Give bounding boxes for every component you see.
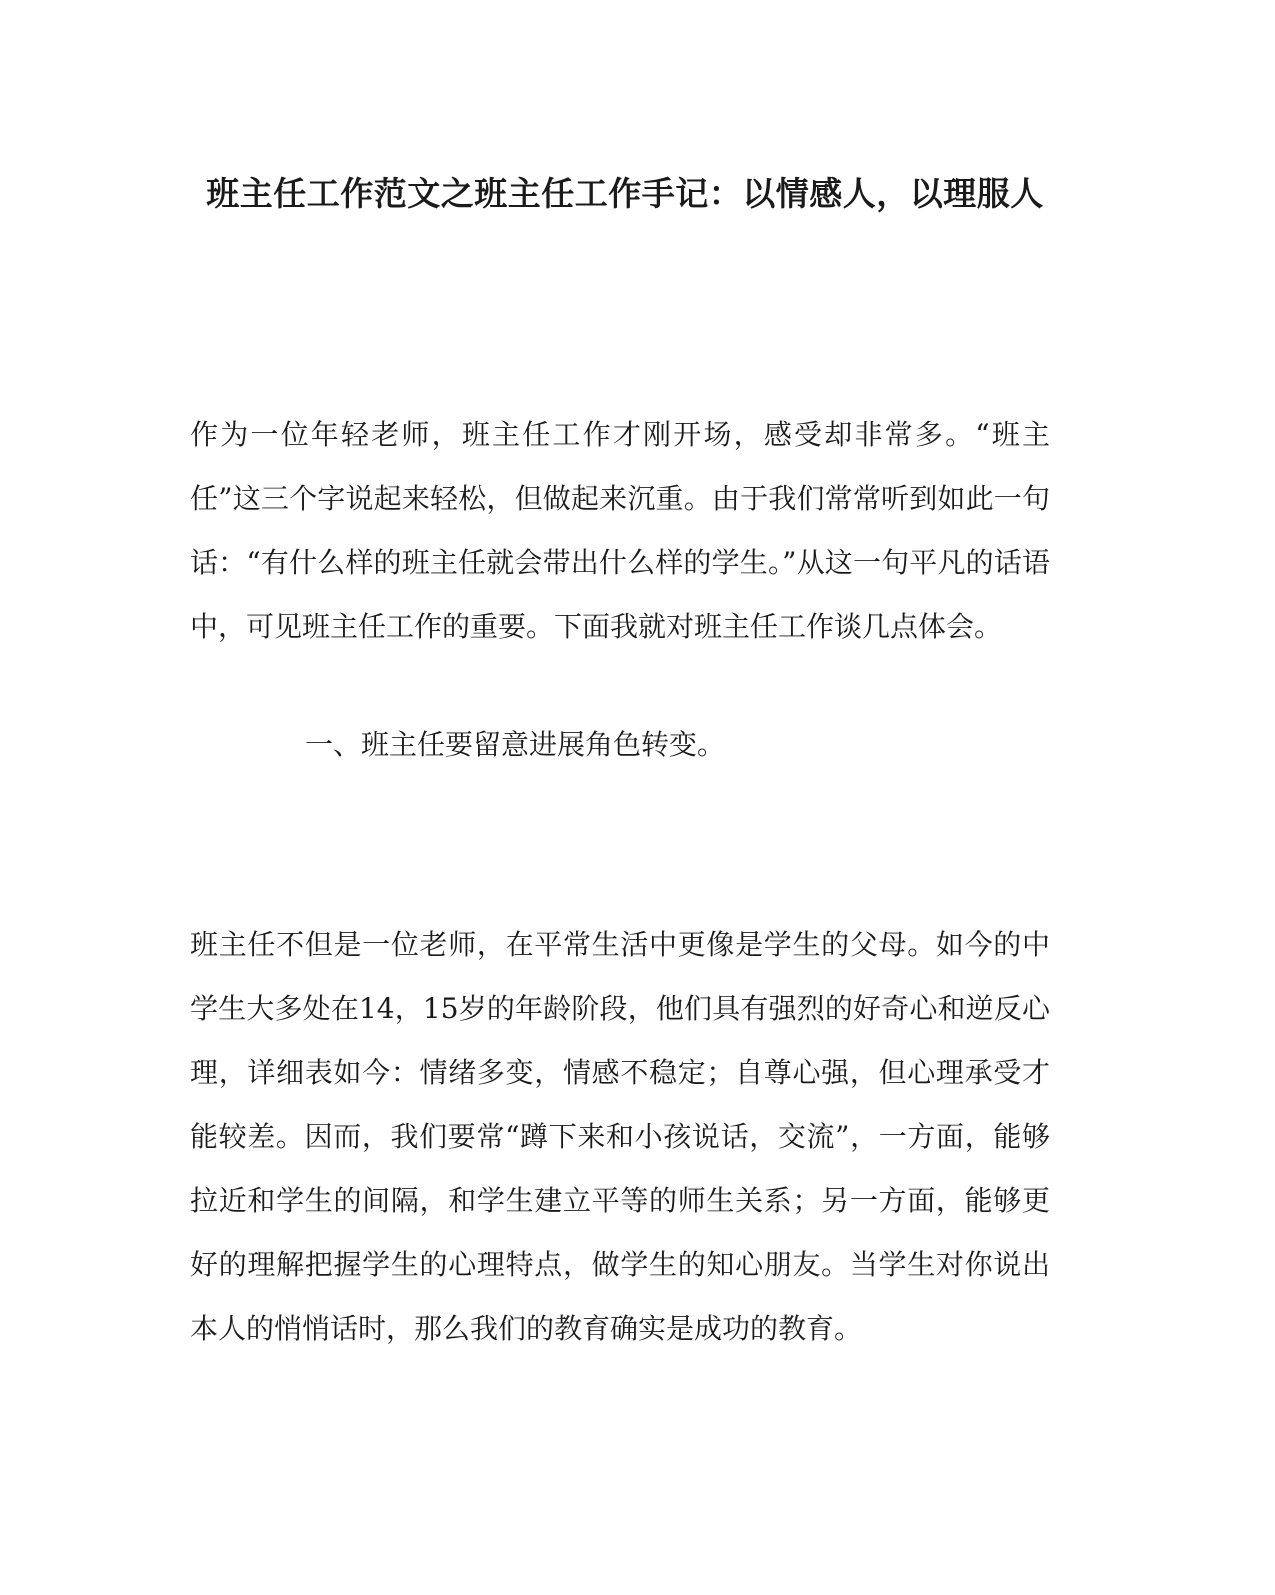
section-heading: 一、班主任要留意进展角色转变。 xyxy=(305,728,726,761)
body-paragraph: 班主任不但是一位老师，在平常生活中更像是学生的父母。如今的中学生大多处在14，15岁的年龄阶段，他们具有强烈的好奇心和逆反心理，详细表如今：情绪多变，情感不稳定；自尊心强，但心理承受才能较差。因而，我们要常“蹲下来和小孩说话，交流”，一方面，能够拉近和学生的间隔，和学生建立平等的师生关系；另一方面，能够更好的理解把握学生的心理特点，做学生的知心朋友。当学生对你说出本人的悄悄话时，那么我们的教育确实是成功的教育。 xyxy=(190,928,1050,1345)
intro-paragraph: 作为一位年轻老师，班主任工作才刚开场，感受却非常多。“班主任”这三个字说起来轻松，但做起来沉重。由于我们常常听到如此一句话：“有什么样的班主任就会带出什么样的学生。”从这一句平凡的话语中，可见班主任工作的重要。下面我就对班主任工作谈几点体会。 xyxy=(190,418,1050,643)
document-title: 班主任工作范文之班主任工作手记：以情感人，以理服人 xyxy=(206,174,1044,213)
